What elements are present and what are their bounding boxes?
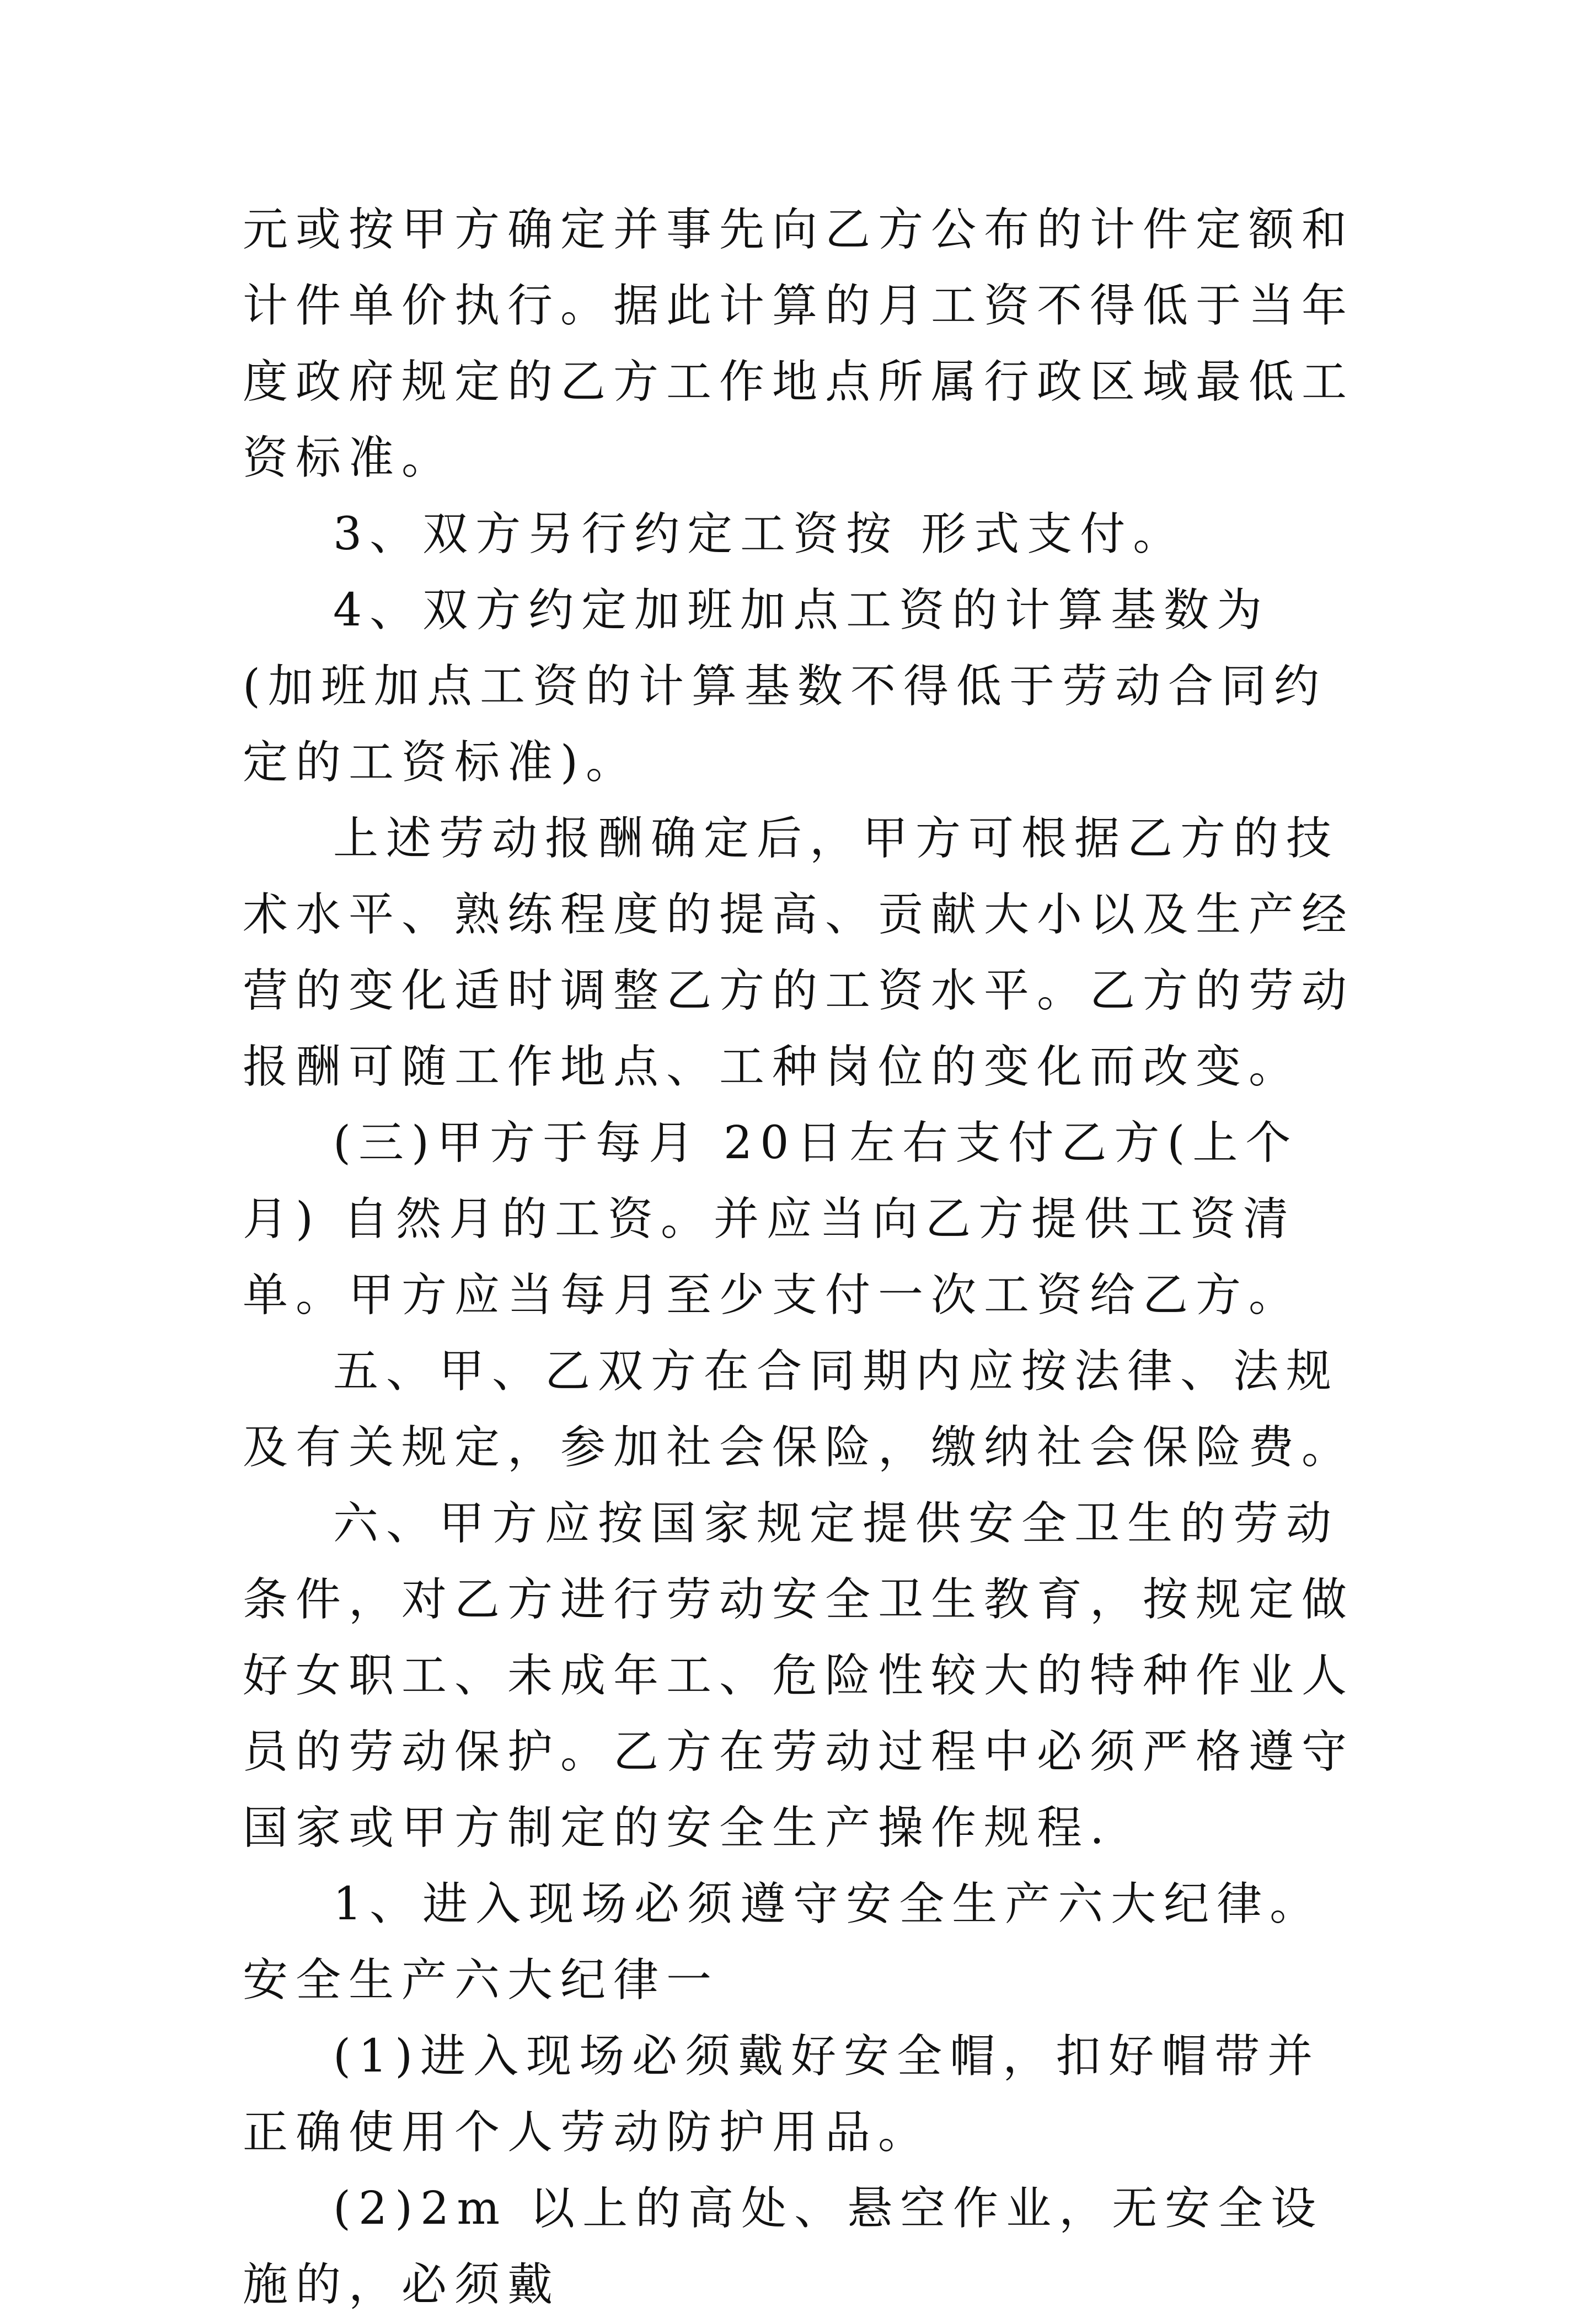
paragraph-wage-adjustment: 上述劳动报酬确定后，甲方可根据乙方的技术水平、熟练程度的提高、贡献大小以及生产经营的变化适时调整乙方的工资水平。乙方的劳动报酬可随工作地点、工种岗位的变化而改变。: [243, 812, 1355, 1093]
paragraph-safety-helmet: (1)进入现场必须戴好安全帽，扣好帽带并正确使用个人劳动防护用品。: [243, 2030, 1321, 2159]
paragraph-overtime-base: 4、双方约定加班加点工资的计算基数为 (加班加点工资的计算基数不得低于劳动合同约定的工资标准)。: [243, 584, 1327, 789]
paragraph-labor-safety: 六、甲方应按国家规定提供安全卫生的劳动条件，对乙方进行劳动安全卫生教育，按规定做好女职工、未成年工、危险性较大的特种作业人员的劳动保护。乙方在劳动过程中必须严格遵守国家或甲方制定的安全生产操作规程.: [243, 1497, 1355, 1854]
paragraph-safety-discipline: 1、进入现场必须遵守安全生产六大纪律。安全生产六大纪律一: [243, 1878, 1323, 2006]
paragraph-payment-date: (三)甲方于每月 20日左右支付乙方(上个月) 自然月的工资。并应当向乙方提供工资清单。甲方应当每月至少支付一次工资给乙方。: [243, 1117, 1302, 1321]
paragraph-payment-form: 3、双方另行约定工资按 形式支付。: [333, 508, 1186, 560]
paragraph-social-insurance: 五、甲、乙双方在合同期内应按法律、法规及有关规定，参加社会保险，缴纳社会保险费。: [243, 1345, 1355, 1474]
paragraph-height-work: (2)2m 以上的高处、悬空作业，无安全设施的，必须戴: [243, 2182, 1324, 2311]
document-body: [243, 192, 1362, 2323]
paragraph-wage-standard: 元或按甲方确定并事先向乙方公布的计件定额和计件单价执行。据此计算的月工资不得低于当年度政府规定的乙方工作地点所属行政区域最低工资标准。: [243, 204, 1355, 484]
